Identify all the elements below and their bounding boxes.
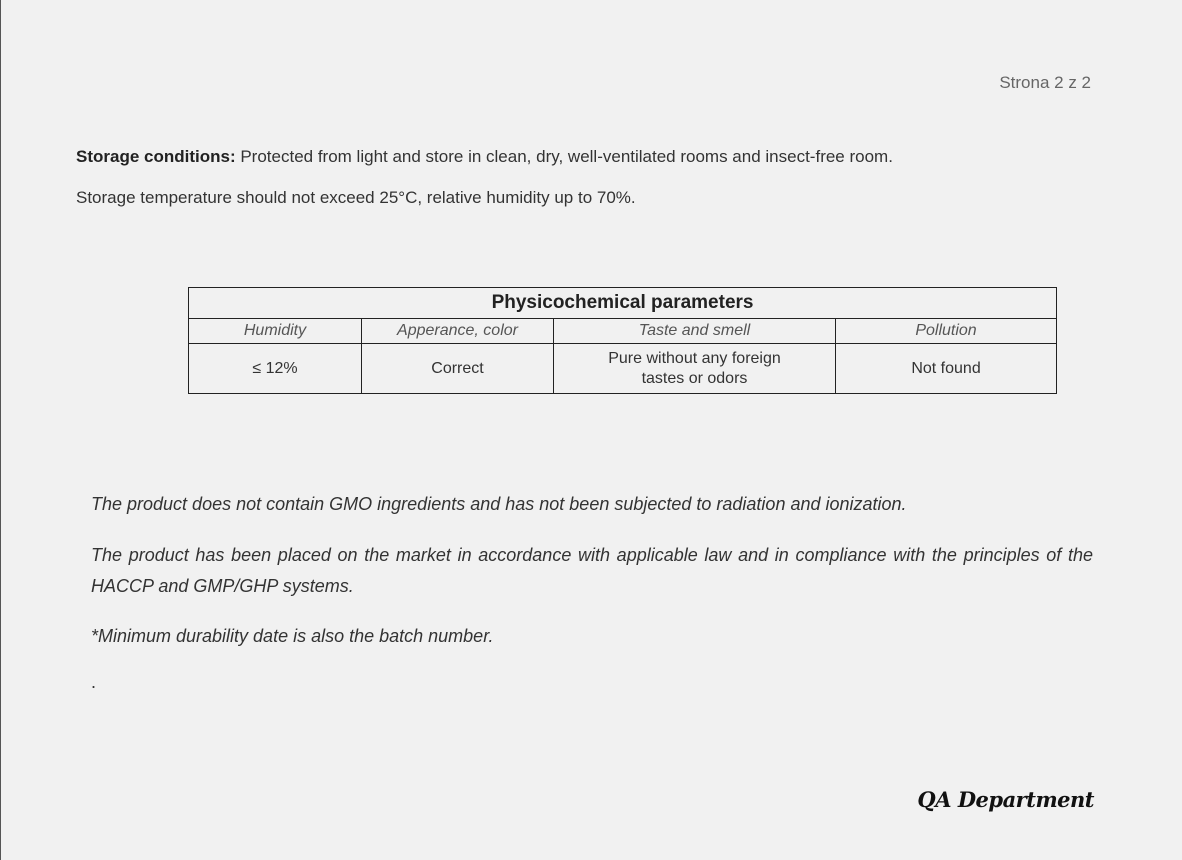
stray-dot: . [91, 672, 97, 692]
page-number: Strona 2 z 2 [999, 73, 1091, 92]
header-taste: Taste and smell [554, 319, 836, 344]
header-humidity: Humidity [189, 319, 362, 344]
storage-label: Storage conditions: [76, 147, 236, 166]
signature: QA Department [917, 787, 1094, 812]
value-appearance: Correct [362, 344, 554, 394]
physicochemical-table [188, 287, 1057, 394]
value-humidity: ≤ 12% [189, 344, 362, 394]
storage-line-2: Storage temperature should not exceed 25°C, relative humidity up to 70%. [76, 188, 636, 207]
table-title: Physicochemical parameters [189, 288, 1057, 319]
value-taste: Pure without any foreign tastes or odors [554, 344, 836, 394]
header-pollution: Pollution [836, 319, 1057, 344]
value-pollution: Not found [836, 344, 1057, 394]
storage-conditions [76, 146, 1116, 208]
storage-text: Protected from light and store in clean, dry, well-ventilated rooms and insect-free room. [235, 147, 893, 166]
table-header-row [189, 319, 1057, 344]
note-durability: *Minimum durability date is also the batch number. [91, 626, 494, 646]
table-row [189, 344, 1057, 394]
header-appearance: Apperance, color [362, 319, 554, 344]
storage-line-1 [76, 146, 1116, 167]
note-market: The product has been placed on the market in accordance with applicable law and in compliance with the principles of the HACCP and GMP/GHP systems. [91, 545, 1093, 596]
notes [91, 489, 1093, 652]
note-gmo: The product does not contain GMO ingredients and has not been subjected to radiation and ionization. [91, 494, 907, 514]
